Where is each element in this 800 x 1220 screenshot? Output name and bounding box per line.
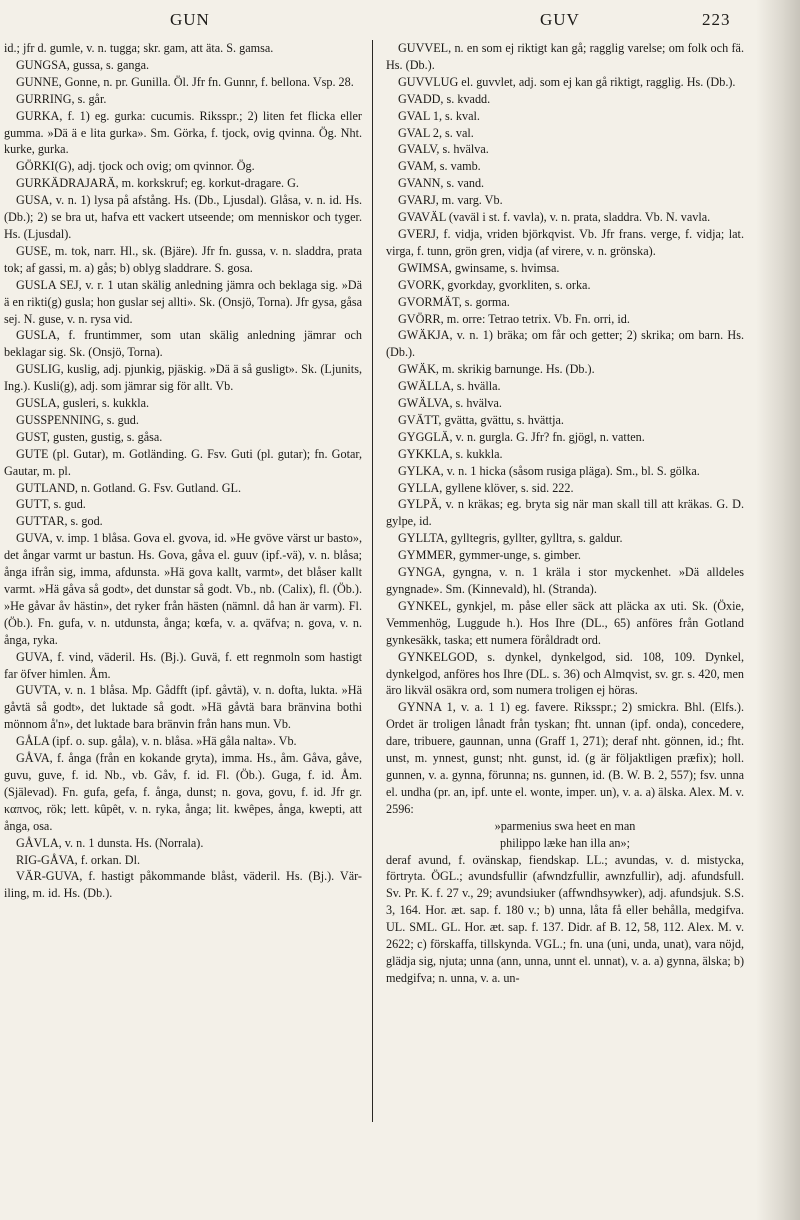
column-divider <box>372 40 373 1122</box>
entry: GUSLA, gusleri, s. kukkla. <box>16 396 150 411</box>
entry: GYLPÄ, v. n kräkas; eg. bryta sig när man skall till att kräkas. G. D. gylpe, id. <box>386 497 744 529</box>
entry: GVÄTT, gvätta, gvättu, s. hvättja. <box>398 412 564 427</box>
entry: GVAL 2, s. val. <box>398 125 474 140</box>
entry: GVAL 1, s. kval. <box>398 108 480 123</box>
entry: GUSLA SEJ, v. r. 1 utan skälig anledning jämra och beklaga sig. »Dä ä en rikti(g) gusla; hon guslar sej allti». Sk. (Onsjö, Torna). Jfr gysa, gåsa sej. N. guse, v. n. rysa vid. <box>4 277 362 326</box>
entry: GUTE (pl. Gutar), m. Gotländing. G. Fsv. Guti (pl. gutar); fn. Gotar, Gautar, m. pl. <box>4 446 362 478</box>
entry: GUVVLUG el. guvvlet, adj. som ej kan gå riktigt, ragglig. Hs. (Db.). <box>398 74 736 89</box>
entry: GVAVÄL (vaväl i st. f. vavla), v. n. prata, sladdra. Vb. N. vavla. <box>398 210 711 225</box>
entry: GVADD, s. kvadd. <box>398 91 491 106</box>
entry: GVERJ, f. vidja, vriden björkqvist. Vb. Jfr frans. verge, f. vidja; lat. virga, f. tunn, grön gren, vidja (af virere, v. n. grönska). <box>386 226 744 258</box>
entry: GVAM, s. vamb. <box>398 159 481 174</box>
entry: GUSE, m. tok, narr. Hl., sk. (Bjäre). Jfr fn. gussa, v. n. sladdra, prata tok; af gassi, m. a) gås; b) oblyg sladdrare. S. gosa. <box>4 243 362 275</box>
entry: GUSLA, f. fruntimmer, som utan skälig anledning jämrar och beklagar sig. Sk. (Onsjö, Torna). <box>4 328 362 360</box>
entry: GUVVEL, n. en som ej riktigt kan gå; ragglig varelse; om folk och fä. Hs. (Db.). <box>386 41 744 72</box>
entry: GUNGSA, gussa, s. ganga. <box>16 57 150 72</box>
entry: GÅVA, f. ånga (från en kokande gryta), imma. Hs., åm. Gåva, gåve, guvu, guve, f. id. Nb., vb. Gåv, f. id. Fl. (Öb.). Guga, f. id. Åm. (Själevad). Fn. gufa, gefa, f. ånga, dunst; n. gova, govu, f. id. Jfr gr. καπνος, rök; lett. kûpêt, v. n. ryka, ånga; lit. kwêpes, ånga, kwepti, att ånga, osa. <box>4 751 362 833</box>
running-header <box>0 4 800 34</box>
entry: VÄR-GUVA, f. hastigt påkommande blåst, väderil. Hs. (Bj.). Vär-iling, m. id. Hs. (Db.). <box>4 869 362 901</box>
entry: GYLKA, v. n. 1 hicka (såsom rusiga pläga). Sm., bl. S. gölka. <box>398 463 700 478</box>
entry: GUST, gusten, gustig, s. gåsa. <box>16 429 163 444</box>
entry: RIG-GÅVA, f. orkan. Dl. <box>16 852 141 867</box>
entry: GUVTA, v. n. 1 blåsa. Mp. Gådfft (ipf. gåvtä), v. n. dofta, lukta. »Hä gåvtä så godt», det luktade så godt. »Hä gåvtä bara bränvina bothi mönnom å'n», det luktade bara bränvin från hans mun. Vb. <box>4 683 362 732</box>
entry: GUVA, f. vind, väderil. Hs. (Bj.). Guvä, f. ett regnmoln som hastigt far öfver himlen. Åm. <box>4 649 362 681</box>
header-right-word: GUV <box>540 10 580 29</box>
entry: GVORMÄT, s. gorma. <box>398 294 510 309</box>
entry: GYNNA 1, v. a. 1 1) eg. favere. Riksspr.; 2) smickra. Bhl. (Elfs.). Ordet är troligen lånadt från tyskan; fht. unnan (ipf. onda), concedere, dare, tribuere, gaunnan, unna (Graff 1, 271); deraf nht. gönnen, id.; fht. unst, m. ynnest, gunst; nht. gunst, id. (g är följaktligen præfix); holl. gunnen, v. a. gynna, förunna; ns. gunnen, id. (B. W. B. 2, 557); fsv. unna el. undha (pr. an, ipf. unte el. wonte, imper. un), v. a. a) älska. Alex. M. v. 2596: <box>386 700 744 816</box>
entry: GÅLA (ipf. o. sup. gåla), v. n. blåsa. »Hä gåla nalta». Vb. <box>16 734 297 749</box>
entry: GYNKEL, gynkjel, m. påse eller säck att pläcka ax uti. Sk. (Öxie, Vemmenhög, Luggude h.). Hos Ihre (DL., 65) anföres från Gotland gynkesäkk, taska; ett numera föråldradt ord. <box>386 598 744 647</box>
entry: GYLLA, gyllene klöver, s. sid. 222. <box>398 480 574 495</box>
entry: GUSSPENNING, s. gud. <box>16 412 139 427</box>
entry: id.; jfr d. gumle, v. n. tugga; skr. gam, att äta. S. gamsa. <box>4 41 274 55</box>
quotation-line: philippo læke han illa an»; <box>500 835 630 850</box>
entry: GVORK, gvorkday, gvorkliten, s. orka. <box>398 277 591 292</box>
entry: GVALV, s. hvälva. <box>398 142 489 157</box>
entry: GYNKELGOD, s. dynkel, dynkelgod, sid. 108, 109. Dynkel, dynkelgod, anföres hos Ihre (DL. s. 36) och Almqvist, sv. gr. s. 420, men äro likväl osäkra ord, som numera troligen ej höras. <box>386 649 744 698</box>
entry: GWÄKJA, v. n. 1) bräka; om får och getter; 2) skrika; om barn. Hs. (Db.). <box>386 328 744 360</box>
entry: GWIMSA, gwinsame, s. hvimsa. <box>398 260 560 275</box>
entry: GÖRKI(G), adj. tjock och ovig; om qvinnor. Ög. <box>16 159 255 174</box>
page-edge <box>756 0 800 1220</box>
entry: GWÄLVA, s. hvälva. <box>398 396 502 411</box>
entry: GUNNE, Gonne, n. pr. Gunilla. Öl. Jfr fn. Gunnr, f. bellona. Vsp. 28. <box>16 74 354 89</box>
entry: GUTT, s. gud. <box>16 497 86 512</box>
entry: GVARJ, m. varg. Vb. <box>398 193 503 208</box>
entry: GURRING, s. går. <box>16 91 107 106</box>
header-left-word: GUN <box>170 10 210 29</box>
entry: GVÖRR, m. orre: Tetrao tetrix. Vb. Fn. orri, id. <box>398 311 630 326</box>
entry: GURKA, f. 1) eg. gurka: cucumis. Riksspr.; 2) liten fet flicka eller gumma. »Dä ä e lita gurka». Sm. Görka, f. tjock, ovig qvinna. Ög. Nht. kurke, gurka. <box>4 108 362 157</box>
entry: GYGGLÄ, v. n. gurgla. G. Jfr? fn. gjögl, n. vatten. <box>398 429 645 444</box>
entry: GYNGA, gyngna, v. n. 1 kräla i stor myckenhet. »Dä alldeles gyngnade». Sm. (Kinnevald), hl. (Stranda). <box>386 565 744 596</box>
entry: GUSA, v. n. 1) lysa på afstång. Hs. (Db., Ljusdal). Glåsa, v. n. id. Hs. (Db.); 2) se bra ut, hafva ett vackert utseende; om menniskor och tyger. Hs. (Ljusdal). <box>4 193 362 241</box>
entry: GUVA, v. imp. 1 blåsa. Gova el. gvova, id. »He gvöve värst ur basto», det ångar varmt ur bastun. Hs. Gova, gåva el. guuv (ipf.-vä), v. n. blåsa; ånga ifrån sig, imma, afdunsta. »Hä gova kallt, varmt», det blåser kallt varmt. »Hä gåva så godt», det dunstar så godt. Vb., nb. (Calix), fl. (Öb.). »He gåvar åv hästin», det ryker från hästen (nämnl. då han är varm). Fl. (Öb.). Fn. gufa, v. n. utdunsta, ånga; kœfa, v. a. qväfva; n. gova, v. n. ånga, ryka. <box>4 531 362 647</box>
entry: GUSLIG, kuslig, adj. pjunkig, pjäskig. »Dä ä så gusligt». Sk. (Ljunits, Ing.). Kusli(g), adj. som jämrar sig för allt. Vb. <box>4 362 362 394</box>
left-column <box>4 40 362 902</box>
entry: GVANN, s. vand. <box>398 176 485 191</box>
entry: GUTLAND, n. Gotland. G. Fsv. Gutland. GL. <box>16 480 241 495</box>
page-number: 223 <box>702 10 731 29</box>
entry: GUTTAR, s. god. <box>16 514 103 529</box>
entry: GWÄK, m. skrikig barnunge. Hs. (Db.). <box>398 362 595 377</box>
entry: GÅVLA, v. n. 1 dunsta. Hs. (Norrala). <box>16 835 204 850</box>
entry: deraf avund, f. ovänskap, fiendskap. LL.; avundas, v. d. mistycka, förtryta. ÖGL.; avundsfullir (afwndzfullir, awnzfullir), adj. afundsfull. Sv. Pr. K. f. 27 v., 29; avundsiuker (affwndhsywker), adj. afundsjuk. S.S. 3, 164. Hor. æt. sap. f. 180 v.; b) unna, låta få eller behålla, medgifva. UL. SML. GL. Hor. æt. sap. f. 137. Didr. af B. 12, 58, 112. Alex. M. v. 2622; c) förskaffa, tillskynda. VGL.; fn. una (uni, unda, unat), vara nöjd, glädja sig, njuta; unna (ann, unna, unnt el. unnat), v. a. a) gynna, älska; b) medgifva; n. unna, v. a. un- <box>386 852 744 985</box>
entry: GYMMER, gymmer-unge, s. gimber. <box>398 548 581 563</box>
entry: GYLLTA, gylltegris, gyllter, gylltra, s. galdur. <box>398 531 623 546</box>
entry: GWÄLLA, s. hvälla. <box>398 379 501 394</box>
entry: GYKKLA, s. kukkla. <box>398 446 503 461</box>
entry: GURKÄDRAJARÄ, m. korkskruf; eg. korkut-dragare. G. <box>16 176 299 191</box>
right-column <box>386 40 744 987</box>
quotation-line: »parmenius swa heet en man <box>494 818 636 833</box>
